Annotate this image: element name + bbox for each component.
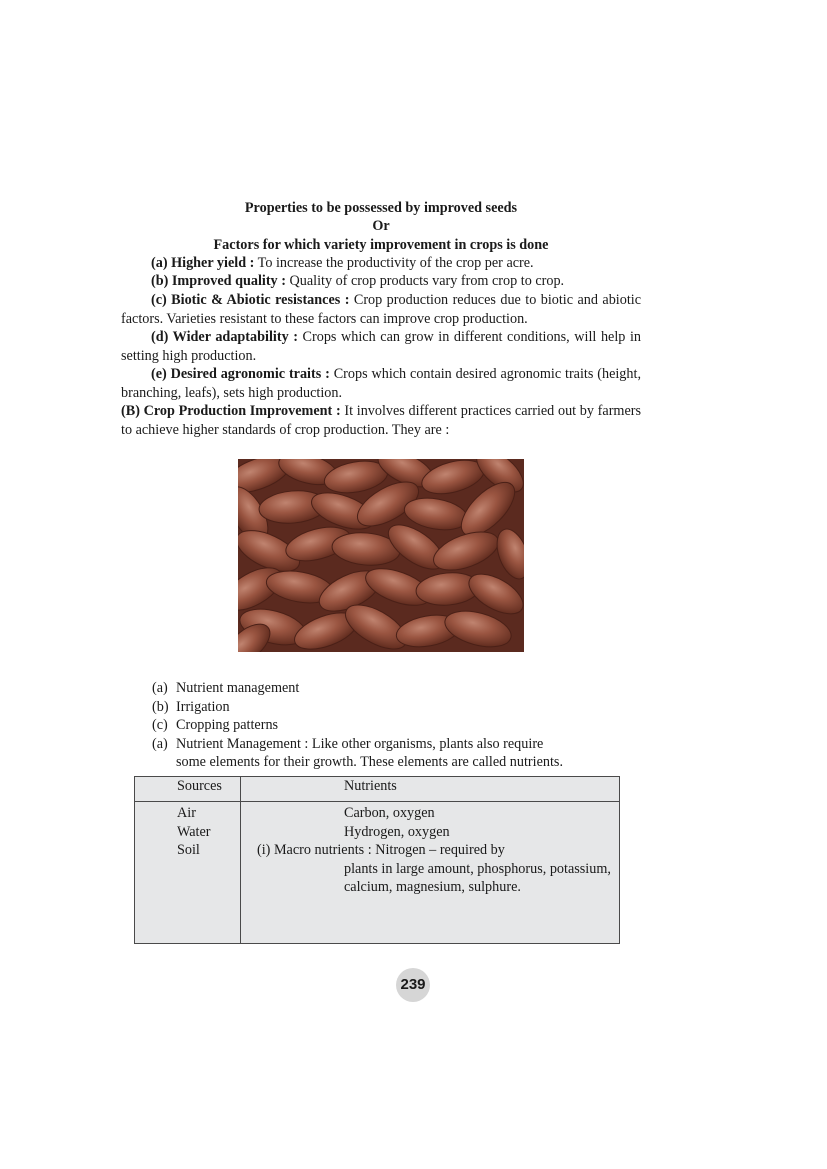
factor-text: Quality of crop products vary from crop to crop.: [285, 273, 565, 289]
table-header-row: [135, 777, 620, 802]
list-item: [152, 698, 632, 717]
factor-label: (d) Wider adaptability :: [151, 329, 298, 345]
list-marker: (a): [152, 735, 168, 752]
factor-label: (e) Desired agronomic traits :: [151, 366, 330, 382]
beans-illustration: [238, 459, 524, 652]
header-nutrients: Nutrients: [241, 777, 620, 802]
nutrient-line: Carbon, oxygen: [344, 805, 435, 821]
factor-a: [121, 254, 641, 273]
factor-text: Crops which contain desired agronomic traits (height, branching, leafs), sets high production.: [121, 366, 641, 401]
section-b-label: (B) Crop Production Improvement :: [121, 403, 341, 419]
section-b-text: It involves different practices carried out by farmers to achieve higher standards of crop production. They are :: [121, 403, 641, 438]
list-text: Cropping patterns: [176, 717, 279, 733]
factor-d: [121, 328, 641, 365]
source-air: Air: [177, 805, 196, 821]
title-line-3: Factors for which variety improvement in crops is done: [213, 237, 549, 253]
factor-text: Crop production reduces due to biotic and abiotic factors. Varieties resistant to these factors can improve crop production.: [121, 292, 642, 327]
nutrient-line: (i) Macro nutrients : Nitrogen – required by: [257, 842, 505, 858]
nutrient-line: calcium, magnesium, sulphure.: [344, 879, 521, 895]
list-item-continuation: some elements for their growth. These elements are called nutrients.: [176, 754, 564, 770]
list-marker: (c): [152, 717, 168, 733]
table-row: [135, 802, 620, 944]
list-marker: (b): [152, 698, 169, 715]
header-sources: Sources: [135, 777, 241, 802]
nutrient-line: Hydrogen, oxygen: [344, 823, 450, 840]
section-b: [121, 402, 641, 439]
factor-label: (a) Higher yield :: [151, 255, 255, 271]
source-water: Water: [177, 823, 211, 840]
nutrient-line: plants in large amount, phosphorus, potassium,: [344, 860, 611, 877]
list-text: Irrigation: [176, 698, 230, 715]
kidney-beans-photo: [238, 459, 524, 652]
nutrients-table: [134, 776, 620, 944]
factor-b: [121, 272, 641, 291]
source-soil: Soil: [177, 842, 200, 858]
factor-text: Crops which can grow in different conditions, will help in setting high production.: [121, 329, 641, 364]
factor-c: [121, 291, 641, 328]
list-text: Nutrient Management : Like other organisms, plants also require: [176, 735, 544, 752]
page-number: 239: [396, 968, 430, 1002]
factor-label: (b) Improved quality :: [151, 273, 286, 289]
title-line-1: Properties to be possessed by improved seeds: [244, 200, 518, 216]
sources-cell: [135, 802, 241, 944]
list-item: [152, 679, 632, 698]
nutrients-cell: [241, 802, 620, 944]
list-item: [152, 735, 632, 754]
list-text: Nutrient management: [176, 680, 300, 696]
practices-list: [152, 679, 632, 772]
factor-label: (c) Biotic & Abiotic resistances :: [151, 292, 350, 308]
list-item: [152, 716, 632, 735]
list-marker: (a): [152, 680, 168, 696]
title-line-2: Or: [372, 218, 390, 234]
factor-e: [121, 365, 641, 402]
factor-text: To increase the productivity of the crop per acre.: [254, 255, 534, 271]
